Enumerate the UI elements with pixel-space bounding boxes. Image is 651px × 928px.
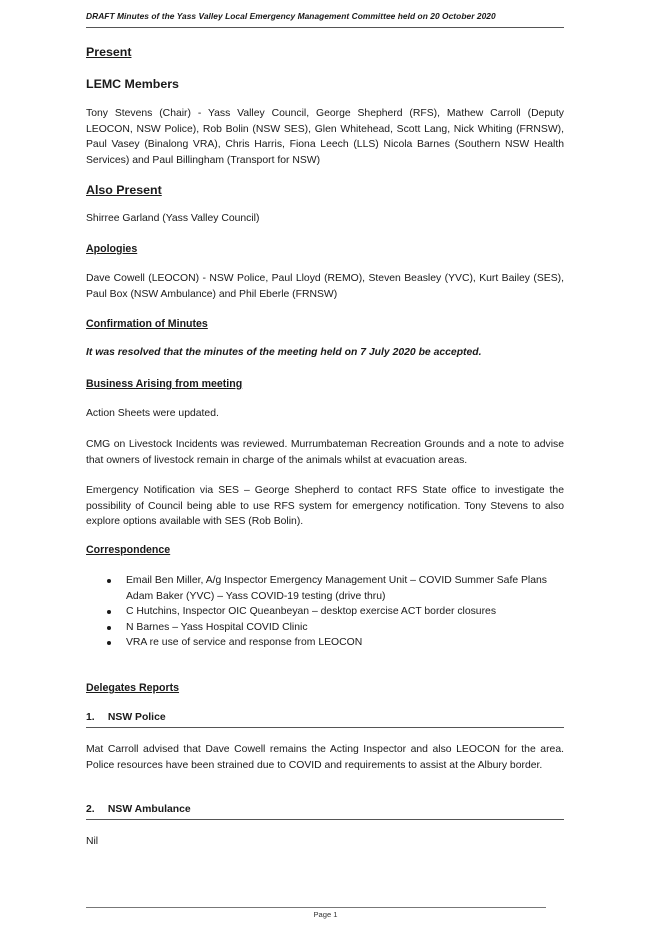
present-heading: Present: [86, 45, 132, 59]
bullet-icon: [107, 626, 111, 630]
report-divider: [86, 727, 564, 728]
report-heading-nsw-ambulance: [86, 804, 564, 815]
also-present-text: Shirree Garland (Yass Valley Council): [86, 213, 260, 224]
list-item-text: VRA re use of service and response from LEOCON: [126, 637, 363, 649]
header-divider: [86, 27, 564, 28]
list-item: [86, 573, 564, 589]
business-arising-heading: Business Arising from meeting: [86, 378, 243, 390]
report-title: NSW Police: [107, 712, 166, 723]
business-paragraph: CMG on Livestock Incidents was reviewed. Murrumbateman Recreation Grounds and a note to advise that owners of livestock remain in charge of the animals whilst at evacuation areas.: [86, 439, 564, 466]
list-item: [86, 635, 564, 651]
list-item-text: Email Ben Miller, A/g Inspector Emergency Management Unit – COVID Summer Safe Plans: [126, 575, 547, 586]
lemc-members-text: Tony Stevens (Chair) - Yass Valley Council, George Shepherd (RFS), Mathew Carroll (Deputy LEOCON, NSW Police), Rob Bolin (NSW SES), Glen Whitehead, Scott Lang, Nick Whiting (FRNSW), Paul Vasey (Binalong VRA), Chris Harris, Fiona Leech (LLS) Nicola Barnes (Southern NSW Health Services) and Paul Billingham (Transport for NSW): [86, 108, 564, 166]
list-item-text: N Barnes – Yass Hospital COVID Clinic: [126, 621, 308, 633]
bullet-icon: [107, 641, 111, 645]
lemc-members-heading: LEMC Members: [86, 77, 179, 91]
report-number: 1.: [86, 712, 95, 723]
list-item-text: C Hutchins, Inspector OIC Queanbeyan – desktop exercise ACT border closures: [126, 606, 497, 618]
list-item: [86, 604, 564, 620]
report-divider: [86, 819, 564, 820]
bullet-icon: [107, 579, 111, 583]
footer-divider: [86, 907, 546, 908]
report-text-nsw-ambulance: Nil: [86, 836, 99, 847]
bullet-icon: [107, 610, 111, 614]
apologies-text: Dave Cowell (LEOCON) - NSW Police, Paul Lloyd (REMO), Steven Beasley (YVC), Kurt Bailey (SES), Paul Box (NSW Ambulance) and Phil Eberle (FRNSW): [86, 273, 564, 300]
resolution-text: It was resolved that the minutes of the meeting held on 7 July 2020 be accepted.: [86, 347, 482, 358]
report-number: 2.: [86, 804, 95, 815]
business-paragraph: Action Sheets were updated.: [86, 408, 219, 419]
apologies-heading: Apologies: [86, 243, 138, 255]
correspondence-list: [86, 573, 564, 651]
report-heading-nsw-police: [86, 712, 564, 723]
page-number: Page 1: [313, 910, 338, 919]
also-present-heading: Also Present: [86, 183, 162, 197]
list-item-text: Adam Baker (YVC) – Yass COVID-19 testing (drive thru): [126, 590, 386, 602]
confirmation-heading: Confirmation of Minutes: [86, 318, 208, 330]
report-title: NSW Ambulance: [107, 804, 191, 815]
list-item: [86, 589, 564, 605]
delegates-reports-heading: Delegates Reports: [86, 682, 180, 694]
report-text-nsw-police: Mat Carroll advised that Dave Cowell remains the Acting Inspector and also LEOCON for the area. Police resources have been strained due to COVID and requirements to assist at the Albury border.: [86, 744, 564, 771]
list-item: [86, 620, 564, 636]
document-header: DRAFT Minutes of the Yass Valley Local Emergency Management Committee held on 20 October 2020: [86, 11, 496, 21]
business-paragraph: Emergency Notification via SES – George Shepherd to contact RFS State office to investigate the possibility of Council being able to use RFS system for emergency notification. Tony Stevens to also explore options available with SES (Rob Bolin).: [86, 485, 564, 528]
correspondence-heading: Correspondence: [86, 544, 171, 556]
